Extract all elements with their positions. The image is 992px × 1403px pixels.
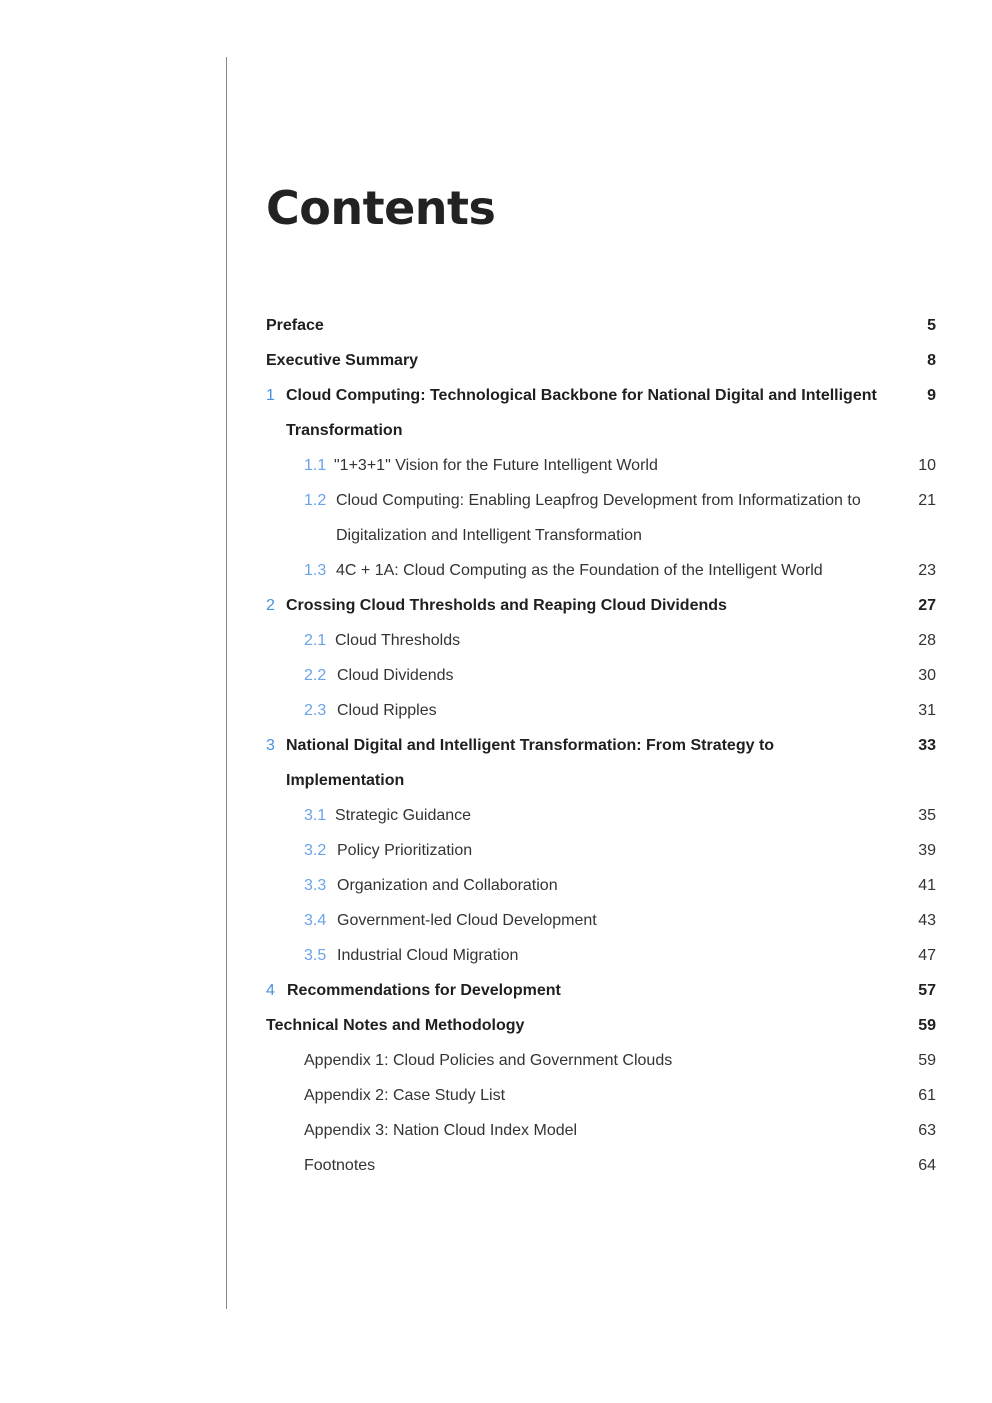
toc-page-number: 23 — [918, 562, 936, 579]
toc-page-number: 43 — [918, 912, 936, 929]
section-number: 2.3 — [304, 702, 327, 719]
section-number: 3.1 — [304, 807, 327, 824]
toc-label: Appendix 2: Case Study List — [304, 1087, 506, 1104]
toc-label: Executive Summary — [266, 352, 419, 369]
section-number: 1.1 — [304, 457, 327, 474]
toc-entry-chapter-1[interactable] — [266, 378, 936, 448]
toc-entry-chapter-2[interactable] — [266, 588, 936, 623]
chapter-number: 4 — [266, 982, 275, 999]
toc-label: Footnotes — [304, 1157, 376, 1174]
toc-page-number: 10 — [918, 457, 936, 474]
toc-label-continued: Digitalization and Intelligent Transformation — [336, 527, 642, 544]
toc-label: Cloud Dividends — [337, 667, 454, 684]
toc-label: 4C + 1A: Cloud Computing as the Foundation of the Intelligent World — [336, 562, 823, 579]
toc-entry-appendix-1[interactable] — [266, 1043, 936, 1078]
toc-label: Cloud Thresholds — [335, 632, 461, 649]
toc-label: Appendix 1: Cloud Policies and Government Clouds — [304, 1052, 673, 1069]
toc-entry-section-2-3[interactable] — [266, 693, 936, 728]
toc-label: Government-led Cloud Development — [337, 912, 597, 929]
toc-label: Cloud Computing: Enabling Leapfrog Development from Informatization to — [336, 492, 861, 509]
section-number: 3.2 — [304, 842, 327, 859]
toc-page-number: 64 — [918, 1157, 936, 1174]
margin-rule — [226, 57, 227, 1309]
section-number: 1.3 — [304, 562, 327, 579]
toc-label: Appendix 3: Nation Cloud Index Model — [304, 1122, 578, 1139]
toc-entry-section-3-5[interactable] — [266, 938, 936, 973]
toc-label: Technical Notes and Methodology — [266, 1017, 525, 1034]
toc-label: Cloud Ripples — [337, 702, 437, 719]
toc-page-number: 30 — [918, 667, 936, 684]
toc-label: National Digital and Intelligent Transformation: From Strategy to — [286, 737, 775, 754]
section-number: 3.4 — [304, 912, 327, 929]
section-number: 2.2 — [304, 667, 327, 684]
toc-label: Industrial Cloud Migration — [337, 947, 519, 964]
toc-entry-chapter-3[interactable] — [266, 728, 936, 798]
toc-entry-technical-notes[interactable] — [266, 1008, 936, 1043]
toc-label: Crossing Cloud Thresholds and Reaping Cloud Dividends — [286, 597, 727, 614]
chapter-number: 3 — [266, 737, 275, 754]
toc-page-number: 41 — [918, 877, 936, 894]
toc-label: Organization and Collaboration — [337, 877, 558, 894]
section-number: 1.2 — [304, 492, 327, 509]
toc-page-number: 33 — [918, 737, 936, 754]
toc-entry-appendix-2[interactable] — [266, 1078, 936, 1113]
toc-entry-section-2-2[interactable] — [266, 658, 936, 693]
toc-label: Recommendations for Development — [287, 982, 561, 999]
toc-page-number: 27 — [918, 597, 936, 614]
toc-page-number: 63 — [918, 1122, 936, 1139]
toc-page-number: 57 — [918, 982, 936, 999]
toc-page-number: 9 — [927, 387, 936, 404]
toc-entry-section-1-3[interactable] — [266, 553, 936, 588]
toc-page-number: 61 — [918, 1087, 936, 1104]
toc-entry-appendix-3[interactable] — [266, 1113, 936, 1148]
toc-page-number: 31 — [918, 702, 936, 719]
toc-page-number: 8 — [927, 352, 936, 369]
toc-page-number: 39 — [918, 842, 936, 859]
toc-label: Strategic Guidance — [335, 807, 472, 824]
toc-label: Preface — [266, 317, 324, 334]
toc-entry-section-3-3[interactable] — [266, 868, 936, 903]
table-of-contents — [266, 308, 936, 1183]
toc-page-number: 47 — [918, 947, 936, 964]
toc-page-number: 21 — [918, 492, 936, 509]
section-number: 3.5 — [304, 947, 327, 964]
toc-entry-section-2-1[interactable] — [266, 623, 936, 658]
page-title: Contents — [266, 181, 496, 235]
chapter-number: 2 — [266, 597, 275, 614]
toc-entry-preface[interactable] — [266, 308, 936, 343]
section-number: 3.3 — [304, 877, 327, 894]
toc-entry-chapter-4[interactable] — [266, 973, 936, 1008]
section-number: 2.1 — [304, 632, 327, 649]
toc-label-continued: Transformation — [286, 422, 403, 439]
toc-page-number: 59 — [918, 1052, 936, 1069]
toc-entry-footnotes[interactable] — [266, 1148, 936, 1183]
toc-entry-section-3-1[interactable] — [266, 798, 936, 833]
chapter-number: 1 — [266, 387, 275, 404]
toc-entry-section-3-2[interactable] — [266, 833, 936, 868]
toc-entry-executive-summary[interactable] — [266, 343, 936, 378]
toc-entry-section-3-4[interactable] — [266, 903, 936, 938]
toc-entry-section-1-1[interactable] — [266, 448, 936, 483]
toc-label: Cloud Computing: Technological Backbone for National Digital and Intelligent — [286, 387, 877, 404]
toc-label: Policy Prioritization — [337, 842, 473, 859]
toc-page-number: 35 — [918, 807, 936, 824]
toc-entry-section-1-2[interactable] — [266, 483, 936, 553]
toc-page-number: 5 — [927, 317, 936, 334]
toc-page-number: 59 — [918, 1017, 936, 1034]
toc-label-continued: Implementation — [286, 772, 405, 789]
toc-label: "1+3+1" Vision for the Future Intelligent World — [334, 457, 658, 474]
toc-page-number: 28 — [918, 632, 936, 649]
